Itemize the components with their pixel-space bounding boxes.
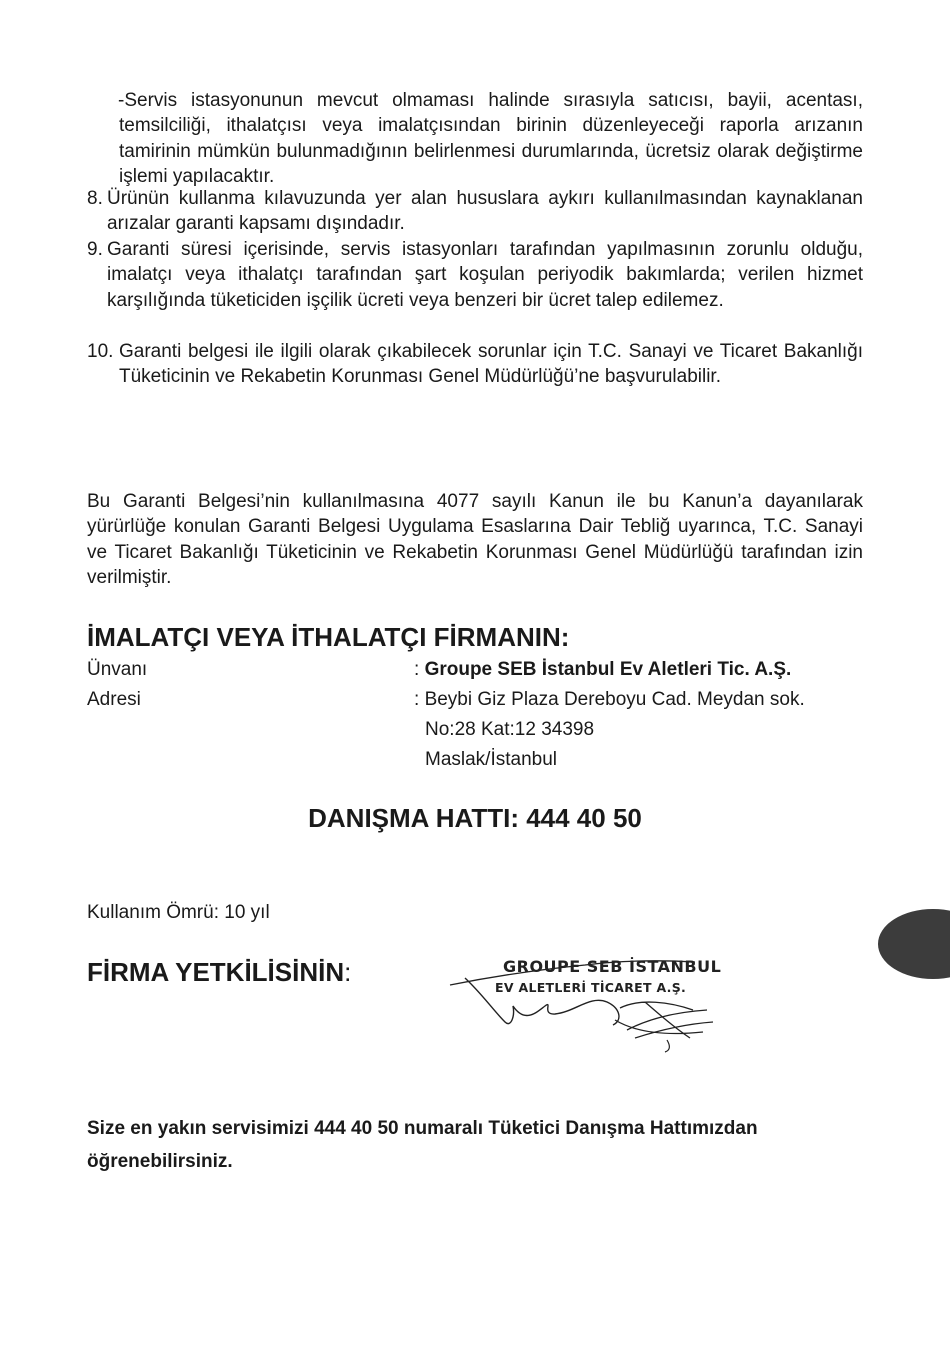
company-stamp-signature — [445, 940, 730, 1055]
address-line3: Maslak/İstanbul — [425, 749, 558, 770]
stamp-line1: GROUPE SEB İSTANBUL — [503, 957, 722, 976]
separator: : — [414, 659, 420, 680]
list-item-8 — [87, 186, 863, 237]
title-value: Groupe SEB İstanbul Ev Aletleri Tic. A.Ş. — [424, 659, 792, 680]
authorized-heading-row — [87, 957, 351, 987]
list-item-9 — [87, 237, 863, 313]
authorized-colon: : — [344, 957, 352, 987]
lifetime-text: Kullanım Ömrü: 10 yıl — [87, 902, 270, 923]
list-text: Ürünün kullanma kılavuzunda yer alan hususlara aykırı kullanılmasından kaynaklanan arızalar garanti kapsamı dışındadır. — [107, 188, 863, 235]
list-number: 10. — [87, 341, 114, 362]
intro-bullet-text: -Servis istasyonunun mevcut olmaması halinde sırasıyla satıcısı, bayii, acentası, temsilciliği, ithalatçısı veya imalatçısından birinin düzenleyeceği raporla arızanın tamirinin mümkün bulunmadığının belirlenmesi durumlarında, ücretsiz olarak değiştirme işlemi yapılacaktır. — [118, 90, 863, 187]
authorized-heading: FİRMA YETKİLİSİNİN — [87, 957, 345, 987]
signature-stroke-3 — [615, 1002, 713, 1038]
footer-note: Size en yakın servisimizi 444 40 50 numaralı Tüketici Danışma Hattımızdan öğrenebilirsiniz. — [87, 1118, 758, 1172]
signature-stroke-4 — [665, 1040, 669, 1052]
stamp-line2: EV ALETLERİ TİCARET A.Ş. — [495, 980, 687, 995]
title-label: Ünvanı — [87, 659, 148, 680]
address-line1-row — [414, 685, 805, 715]
hotline-heading: DANIŞMA HATTI: 444 40 50 — [308, 803, 642, 833]
address-line1: Beybi Giz Plaza Dereboyu Cad. Meydan sok. — [424, 689, 805, 710]
manufacturer-heading: İMALATÇI VEYA İTHALATÇI FİRMANIN: — [87, 622, 570, 652]
list-number: 8. — [87, 188, 103, 209]
permission-paragraph: Bu Garanti Belgesi’nin kullanılmasına 4077 sayılı Kanun ile bu Kanun’a dayanılarak yürürlüğe konulan Garanti Belgesi Uygulama Esaslarına Dair Tebliğ uyarınca, T.C. Sanayi ve Ticaret Bakanlığı Tüketicinin ve Rekabetin Korunması Genel Müdürlüğü tarafından izin verilmiştir. — [87, 491, 863, 588]
list-text: Garanti belgesi ile ilgili olarak çıkabilecek sorunlar için T.C. Sanayi ve Ticaret Bakanlığı Tüketicinin ve Rekabetin Korunması Genel Müdürlüğü’ne başvurulabilir. — [119, 341, 863, 388]
title-value-row — [414, 655, 791, 685]
address-line2: No:28 Kat:12 34398 — [425, 719, 595, 740]
list-text: Garanti süresi içerisinde, servis istasyonları tarafından yapılmasının zorunlu olduğu, imalatçı veya ithalatçı tarafından şart koşulan periyodik bakımlarda; verilen hizmet karşılığında tüketiciden işçilik ücreti veya benzeri bir ücret talep edilemez. — [107, 239, 863, 311]
intro-bullet — [112, 88, 863, 189]
separator: : — [414, 689, 420, 710]
address-label: Adresi — [87, 689, 141, 710]
list-number: 9. — [87, 239, 103, 260]
page-tab-marker — [878, 909, 950, 979]
list-item-10 — [87, 339, 863, 390]
